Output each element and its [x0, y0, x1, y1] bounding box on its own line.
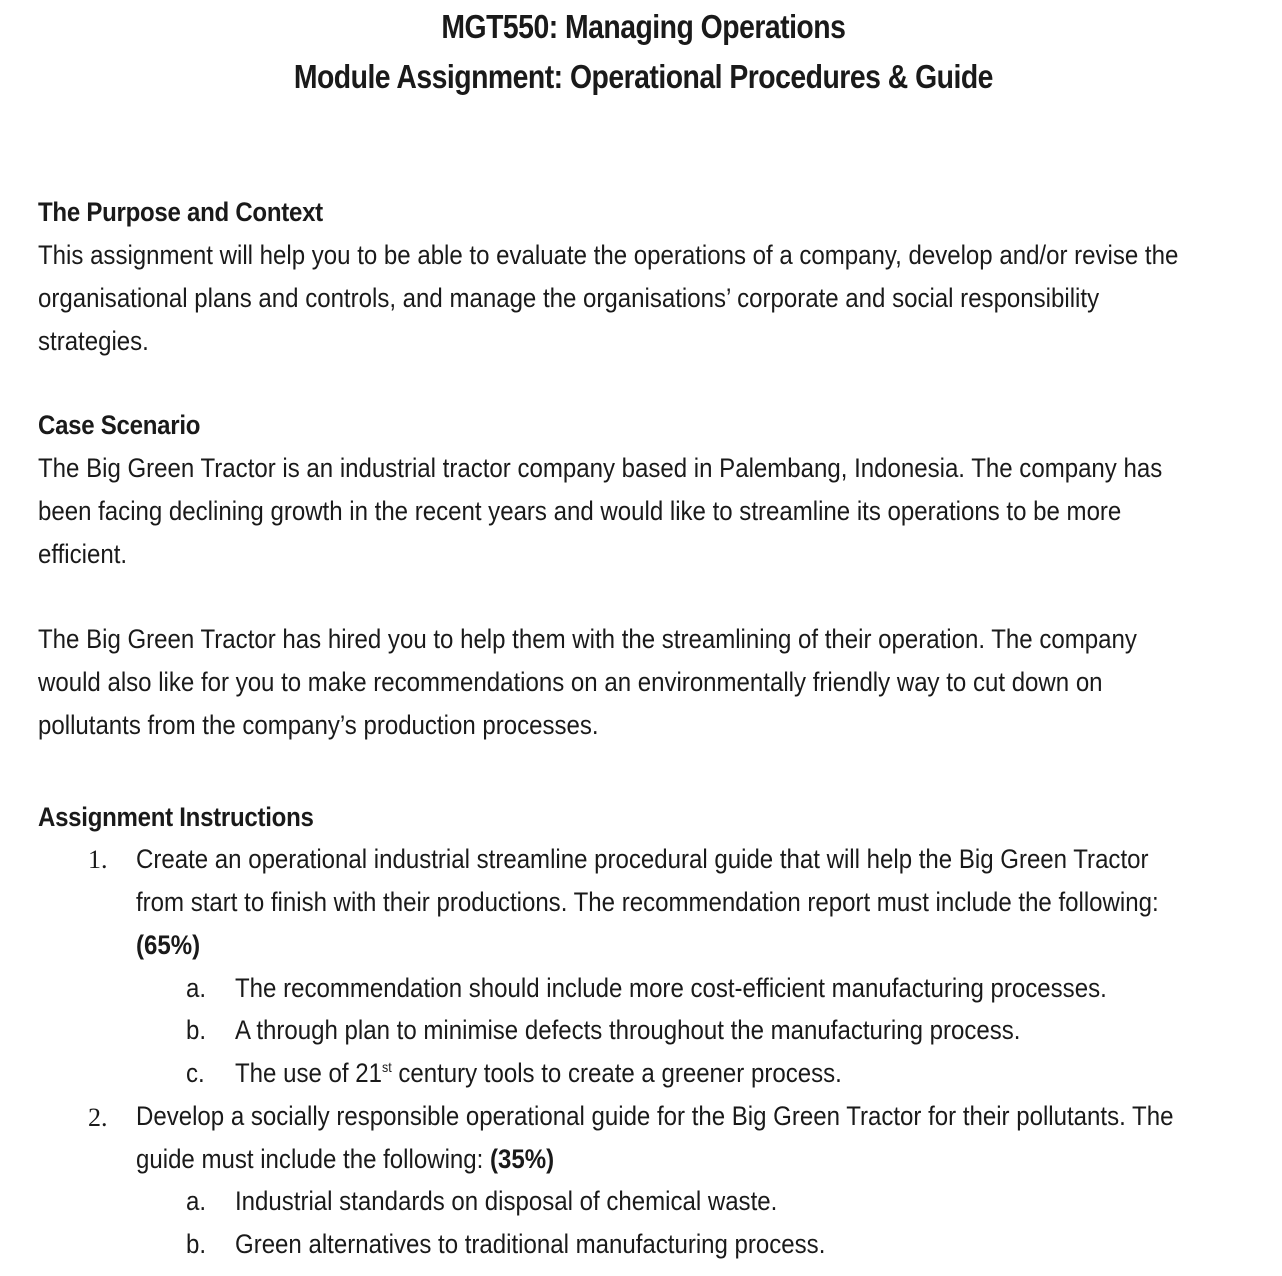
- item-1c-letter: c.: [186, 1058, 205, 1088]
- item-2b-text: Green alternatives to traditional manufacturing process.: [235, 1229, 826, 1259]
- case-para1-line-3: efficient.: [38, 539, 128, 569]
- case-heading: Case Scenario: [38, 410, 201, 440]
- item-1b-letter: b.: [186, 1015, 207, 1045]
- item-2-line-2-text: guide must include the following:: [136, 1144, 490, 1174]
- item-1-line-1: Create an operational industrial streamline procedural guide that will help the Big Green Tractor: [136, 844, 1149, 874]
- purpose-line-1: This assignment will help you to be able to evaluate the operations of a company, develop and/or revise the: [38, 240, 1179, 270]
- purpose-section: [38, 191, 1179, 363]
- document-title-course: MGT550: Managing Operations: [441, 8, 846, 45]
- item-1c-text-pre: The use of 21: [235, 1058, 382, 1088]
- item-2b-letter: b.: [186, 1229, 207, 1259]
- purpose-line-2: organisational plans and controls, and manage the organisations’ corporate and social responsibility: [38, 283, 1100, 313]
- item-1b-text: A through plan to minimise defects throughout the manufacturing process.: [235, 1015, 1021, 1045]
- instructions-heading: Assignment Instructions: [38, 802, 314, 832]
- item-2-number: 2.: [88, 1103, 108, 1132]
- item-1c-text: [235, 1052, 842, 1095]
- case-para2-line-2: would also like for you to make recommendations on an environmentally friendly way to cut down on: [38, 667, 1103, 697]
- case-para2-line-3: pollutants from the company’s production processes.: [38, 710, 599, 740]
- item-1c-text-post: century tools to create a greener process.: [391, 1058, 842, 1088]
- case-para1-line-2: been facing declining growth in the recent years and would like to streamline its operations to be more: [38, 496, 1122, 526]
- item-1-line-2: from start to finish with their productions. The recommendation report must include the following:: [136, 887, 1159, 917]
- case-para2: [38, 618, 1159, 747]
- item-1-number: 1.: [88, 845, 108, 874]
- case-para2-line-1: The Big Green Tractor has hired you to help them with the streamlining of their operation. The company: [38, 624, 1137, 654]
- item-2a-letter: a.: [186, 1186, 207, 1216]
- purpose-heading: The Purpose and Context: [38, 197, 323, 227]
- document-title-assignment: Module Assignment: Operational Procedures & Guide: [293, 58, 993, 95]
- case-para1-line-1: The Big Green Tractor is an industrial tractor company based in Palembang, Indonesia. The company has: [38, 453, 1163, 483]
- item-2-weight-value: (35%): [489, 1144, 555, 1174]
- item-2a-text: Industrial standards on disposal of chemical waste.: [235, 1186, 778, 1216]
- item-1-weight: [136, 924, 200, 967]
- item-1a-letter: a.: [186, 973, 207, 1003]
- purpose-line-3: strategies.: [38, 326, 149, 356]
- item-2-line-2: [136, 1138, 554, 1181]
- item-2-line-1: Develop a socially responsible operational guide for the Big Green Tractor for their pollutants. The: [136, 1101, 1174, 1131]
- instructions-section: [38, 796, 1159, 839]
- item-1c-superscript: st: [381, 1059, 392, 1075]
- item-1a-text: The recommendation should include more cost-efficient manufacturing processes.: [235, 973, 1107, 1003]
- case-section: [38, 404, 1163, 576]
- item-1-weight-value: (65%): [136, 930, 201, 960]
